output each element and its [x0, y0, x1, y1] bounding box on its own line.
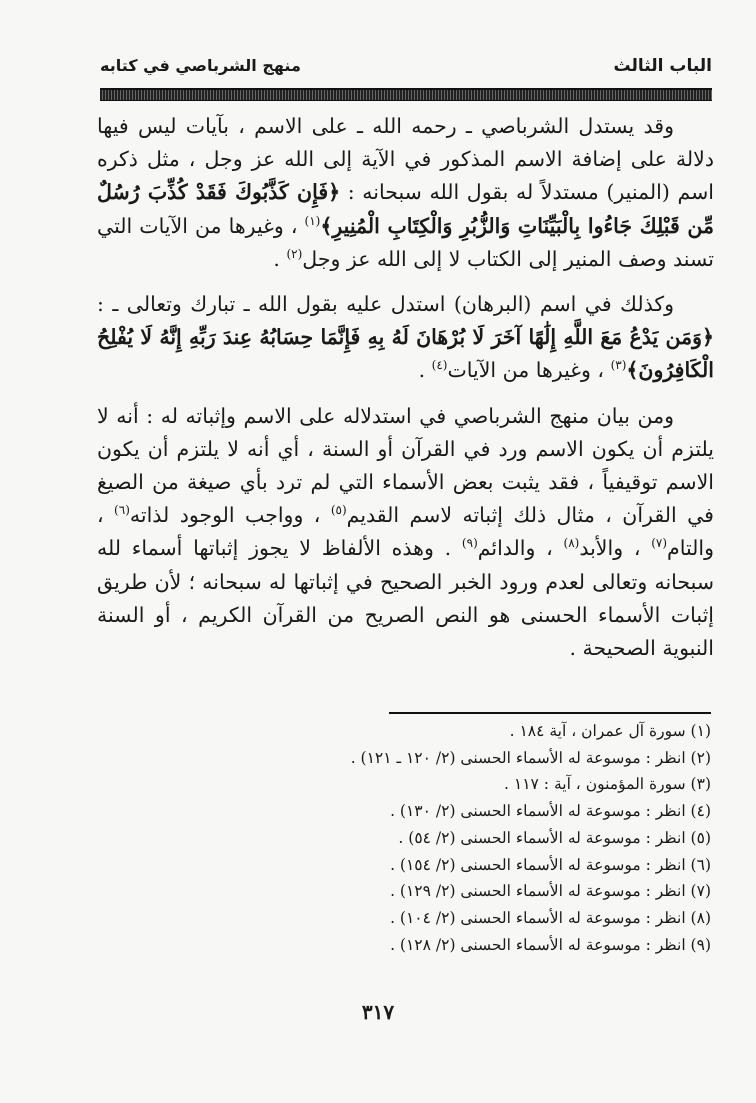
footnote-ref: (٥)	[330, 503, 347, 518]
footnote: (٥) انظر : موسوعة له الأسماء الحسنى (٢/ ٥٤) .	[398, 828, 711, 847]
footnote: (٢) انظر : موسوعة له الأسماء الحسنى (٢/ ١٢٠ ـ ١٢١) .	[350, 748, 711, 767]
footnote: (٨) انظر : موسوعة له الأسماء الحسنى (٢/ ١٠٤) .	[390, 908, 711, 927]
header-rule	[100, 88, 712, 101]
footnote-ref: (٨)	[563, 536, 580, 551]
page-number: ٣١٧	[361, 1000, 395, 1024]
paragraph-3: ومن بيان منهج الشرباصي في استدلاله على الاسم وإثباته له : أنه لا يلتزم أن يكون الاسم ورد في القرآن أو السنة ، أي أنه لا يلتزم أن يكون الاسم توقيفياً ، فقد يثبت بعض الأسماء التي لم ترد بأي صيغة من الصيغ في القرآن ، مثال ذلك إثباته لاسم القديم$^{(٥)}$ ، وواجب الوجود لذاته$^{(٦)}$ ، والتام$^{(٧)}$ ، والأبد$^{(٨)}$ ، والدائم$^{(٩)}$ . وهذه الألفاظ لا يجوز إثباتها أسماء لله سبحانه وتعالى لعدم ورود الخبر الصحيح في إثباتها له سبحانه ؛ لأن طريق إثبات الأسماء الحسنى هو النص الصريح من القرآن الكريم ، أو السنة النبوية الصحيحة .	[97, 403, 715, 661]
paragraph-1: وقد يستدل الشرباصي ـ رحمه الله ـ على الاسم ، بآيات ليس فيها دلالة على إضافة الاسم المذكور في الآية إلى الله عز وجل ، مثل ذكره اسم (المنير) مستدلاً له بقول الله سبحانه : ﴿فَإِن كَذَّبُوكَ فَقَدْ كُذِّبَ رُسُلٌ مِّن قَبْلِكَ جَاءُوا بِالْبَيِّنَاتِ وَالزُّبُرِ وَالْكِتَابِ الْمُنِيرِ﴾$^{(١)}$ ، وغيرها من الآيات التي تسند وصف المنير إلى الكتاب لا إلى الله عز وجل$^{(٢)}$ .	[97, 114, 715, 271]
running-header	[100, 52, 712, 92]
book-title: منهج الشرباصي في كتابه	[100, 56, 301, 75]
footnote-ref: (٧)	[651, 536, 668, 551]
paragraph-2: وكذلك في اسم (البرهان) استدل عليه بقول الله ـ تبارك وتعالى ـ : ﴿وَمَن يَدْعُ مَعَ اللَّهِ إِلَٰهًا آخَرَ لَا بُرْهَانَ لَهُ بِهِ فَإِنَّمَا حِسَابُهُ عِندَ رَبِّهِ إِنَّهُ لَا يُفْلِحُ الْكَافِرُونَ﴾$^{(٣)}$ ، وغيرها من الآيات$^{(٤)}$ .	[97, 292, 714, 383]
footnote: (٣) سورة المؤمنون ، آية : ١١٧ .	[504, 775, 711, 794]
chapter-title: الباب الثالث	[613, 56, 712, 76]
footnote: (١) سورة آل عمران ، آية ١٨٤ .	[509, 722, 711, 740]
footnote-ref: (٣)	[610, 358, 627, 373]
footnote: (٩) انظر : موسوعة له الأسماء الحسنى (٢/ ١٢٨) .	[390, 935, 711, 954]
main-text	[97, 110, 714, 665]
footnote-ref: (٦)	[114, 503, 130, 518]
footnote-ref: (٢)	[286, 246, 303, 261]
quran-verse: ﴿فَإِن كَذَّبُوكَ فَقَدْ كُذِّبَ رُسُلٌ مِّن قَبْلِكَ جَاءُوا بِالْبَيِّنَاتِ وَالزُّبُرِ وَالْكِتَابِ الْمُنِيرِ﴾	[97, 180, 715, 238]
footnote-ref: (٤)	[431, 358, 448, 373]
footnote: (٧) انظر : موسوعة له الأسماء الحسنى (٢/ ١٢٩) .	[390, 882, 711, 901]
footnote: (٤) انظر : موسوعة له الأسماء الحسنى (٢/ ١٣٠) .	[390, 802, 711, 821]
footnote-ref: (١)	[304, 213, 321, 228]
footnote-ref: (٩)	[461, 536, 478, 551]
footnote-separator	[389, 712, 711, 714]
quran-verse: ﴿وَمَن يَدْعُ مَعَ اللَّهِ إِلَٰهًا آخَرَ لَا بُرْهَانَ لَهُ بِهِ فَإِنَّمَا حِسَابُهُ عِندَ رَبِّهِ إِنَّهُ لَا يُفْلِحُ الْكَافِرُونَ﴾	[97, 325, 714, 383]
footnotes	[111, 718, 711, 958]
footnote: (٦) انظر : موسوعة له الأسماء الحسنى (٢/ ١٥٤) .	[390, 855, 711, 874]
